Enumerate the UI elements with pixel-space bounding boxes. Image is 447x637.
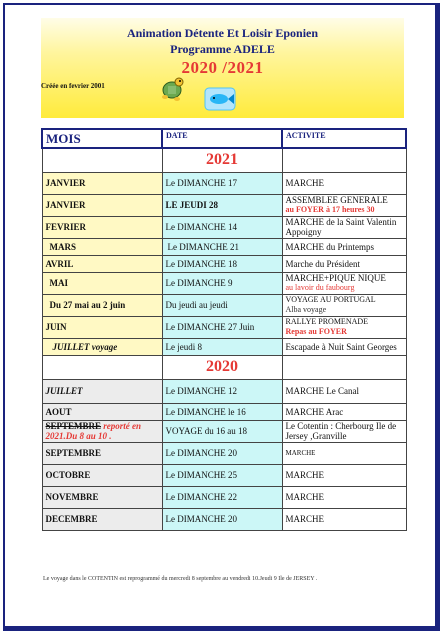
cell-activite: [282, 338, 406, 355]
year-spacer: [282, 148, 406, 172]
cell-mois: [42, 379, 162, 403]
cell-date: Le jeudi 8: [162, 338, 282, 355]
association-name: Animation Détente Et Loisir Eponien: [126, 26, 319, 40]
activite-text: MARCHE: [285, 492, 325, 502]
table-row: [42, 294, 406, 316]
cell-activite: [282, 294, 406, 316]
activite-text: MARCHE: [285, 178, 325, 188]
activite-text: Escapade à Nuit Saint Georges: [285, 341, 397, 352]
table-row: [42, 486, 406, 508]
year-row: [42, 355, 406, 379]
cell-activite: [282, 486, 406, 508]
mois-text: JUIN: [45, 322, 67, 332]
program-title: Programme ADELE: [170, 42, 275, 56]
table-row: [42, 420, 406, 442]
table-row: [42, 216, 406, 238]
cell-activite: [282, 508, 406, 530]
creation-note: Créée en fevrier 2001: [41, 82, 105, 90]
header-banner: [41, 18, 404, 118]
activite-text: MARCHE: [285, 514, 325, 524]
cell-activite: [282, 316, 406, 338]
table-row: [42, 442, 406, 464]
activite-text: MARCHE du Printemps: [285, 241, 375, 252]
program-table: [41, 128, 407, 531]
cell-activite: [282, 194, 406, 216]
mois-note: reporté en 2021.Du 8 au 10 .: [45, 421, 142, 441]
footnote: Le voyage dans le COTENTIN est reprogrammé du mercredi 8 septembre au vendredi 10.Jeudi 9 Ile de JERSEY .: [43, 576, 318, 582]
cell-date: Le DIMANCHE 14: [162, 216, 282, 238]
cell-mois: [42, 216, 162, 238]
cell-mois: [42, 508, 162, 530]
cell-date: LE JEUDI 28: [162, 194, 282, 216]
cell-date: Le DIMANCHE 22: [162, 486, 282, 508]
table-row: [42, 194, 406, 216]
year-spacer: [42, 148, 162, 172]
cell-date: Le DIMANCHE le 16: [162, 403, 282, 420]
mois-text: JUILLET: [45, 386, 83, 396]
cell-date: Le DIMANCHE 18: [162, 255, 282, 272]
cell-mois: [42, 172, 162, 194]
activite-text: RALLYE PROMENADE: [285, 317, 369, 326]
activite-detail: au FOYER à 17 heures 30: [285, 205, 375, 214]
table-row: [42, 316, 406, 338]
cell-activite: [282, 403, 406, 420]
activite-detail: Repas au FOYER: [285, 327, 347, 336]
cell-mois: [42, 238, 162, 255]
year-spacer: [282, 355, 406, 379]
cell-date: Le DIMANCHE 27 Juin: [162, 316, 282, 338]
cell-activite: [282, 255, 406, 272]
cell-date: Le DIMANCHE 20: [162, 442, 282, 464]
mois-text: JANVIER: [45, 178, 86, 188]
cell-mois: [42, 338, 162, 355]
activite-text: MARCHE Le Canal: [285, 386, 359, 396]
cell-activite: [282, 442, 406, 464]
fish-icon: [203, 84, 237, 114]
cell-activite: [282, 420, 406, 442]
mois-text: JANVIER: [45, 200, 86, 210]
header-mois: MOIS: [42, 129, 162, 148]
activite-detail: au lavoir du faubourg: [285, 283, 355, 292]
table-row: [42, 255, 406, 272]
header-activite: ACTIVITE: [282, 129, 406, 148]
turtle-icon: [159, 74, 185, 104]
cell-mois: [42, 420, 162, 442]
mois-text: DECEMBRE: [45, 514, 98, 524]
cell-date: Le DIMANCHE 25: [162, 464, 282, 486]
program-years: 2020 /2021: [181, 58, 264, 77]
mois-text: FEVRIER: [45, 222, 87, 232]
year-label: 2020: [162, 355, 282, 379]
cell-mois: [42, 442, 162, 464]
cell-date: Le DIMANCHE 12: [162, 379, 282, 403]
activite-text: Le Cotentin : Cherbourg Ile de Jersey ,Granville: [285, 421, 397, 441]
activite-text: MARCHE+PIQUE NIQUE: [285, 273, 386, 283]
mois-text: MARS: [49, 241, 76, 252]
cell-mois: [42, 464, 162, 486]
activite-text: ASSEMBLEE GENERALE: [285, 195, 388, 205]
cell-date: Le DIMANCHE 9: [162, 272, 282, 294]
table-row: [42, 272, 406, 294]
cell-date: Le DIMANCHE 21: [162, 238, 282, 255]
mois-text: OCTOBRE: [45, 470, 91, 480]
cell-mois: [42, 294, 162, 316]
cell-activite: [282, 216, 406, 238]
activite-detail: Alba voyage: [285, 305, 327, 314]
cell-mois: [42, 255, 162, 272]
header-date: DATE: [162, 129, 282, 148]
cell-date: Le DIMANCHE 20: [162, 508, 282, 530]
cell-activite: [282, 464, 406, 486]
cell-mois: [42, 272, 162, 294]
table-row: [42, 403, 406, 420]
table-row: [42, 172, 406, 194]
activite-text: Marche du Président: [285, 258, 360, 269]
cell-date: Le DIMANCHE 17: [162, 172, 282, 194]
cell-mois: [42, 194, 162, 216]
activite-text: MARCHE: [285, 449, 316, 457]
mois-text: Du 27 mai au 2 juin: [49, 300, 126, 310]
mois-text: JUILLET voyage: [52, 341, 118, 352]
mois-text: SEPTEMBRE: [45, 421, 102, 431]
table-row: [42, 379, 406, 403]
table-row: [42, 464, 406, 486]
mois-text: AOUT: [45, 406, 72, 417]
mois-text: NOVEMBRE: [45, 492, 99, 502]
activite-text: MARCHE de la Saint Valentin Appoigny: [285, 217, 397, 237]
table-header-row: [42, 129, 406, 148]
mois-text: SEPTEMBRE: [45, 448, 102, 458]
activite-text: VOYAGE AU PORTUGAL: [285, 295, 376, 304]
table-row: [42, 338, 406, 355]
cell-activite: [282, 379, 406, 403]
cell-activite: [282, 172, 406, 194]
activite-text: MARCHE: [285, 470, 325, 480]
year-label: 2021: [162, 148, 282, 172]
table-row: [42, 238, 406, 255]
year-row: [42, 148, 406, 172]
mois-text: MAI: [49, 278, 68, 288]
cell-mois: [42, 316, 162, 338]
cell-activite: [282, 272, 406, 294]
cell-activite: [282, 238, 406, 255]
activite-text: MARCHE Arac: [285, 406, 344, 417]
mois-text: AVRIL: [45, 258, 74, 269]
cell-date: Du jeudi au jeudi: [162, 294, 282, 316]
cell-mois: [42, 403, 162, 420]
year-spacer: [42, 355, 162, 379]
cell-date: VOYAGE du 16 au 18: [162, 420, 282, 442]
cell-mois: [42, 486, 162, 508]
table-row: [42, 508, 406, 530]
